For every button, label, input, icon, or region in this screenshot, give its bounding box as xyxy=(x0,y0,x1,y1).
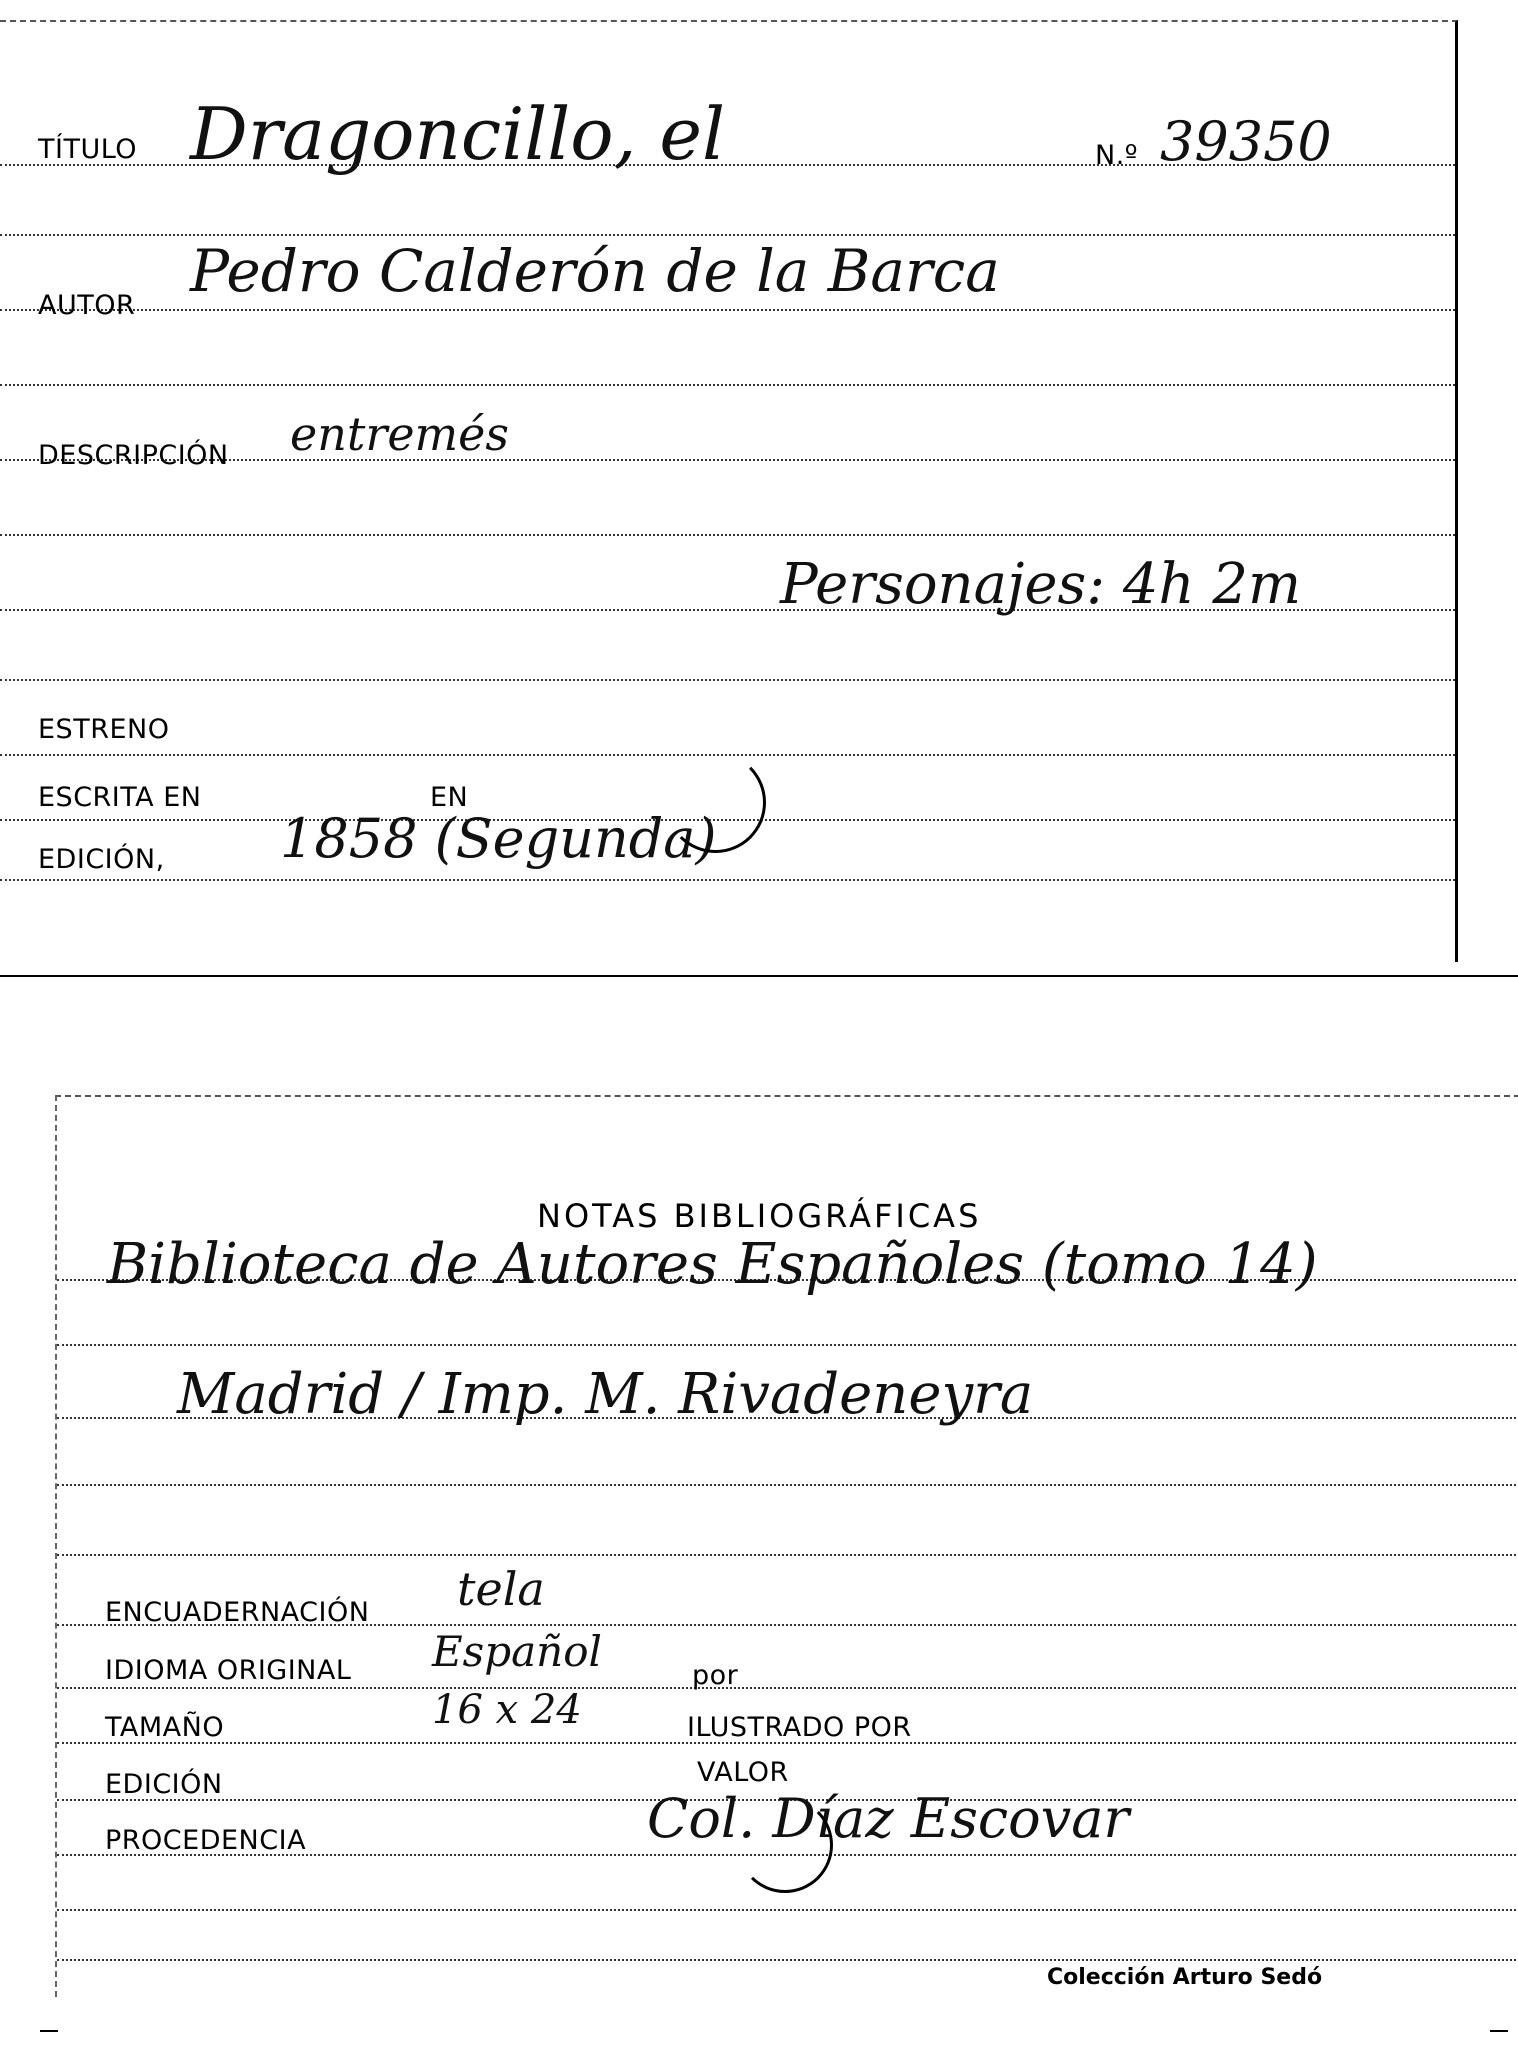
edge-mark xyxy=(40,2030,58,2032)
por-label: por xyxy=(692,1660,739,1691)
numero-value: 39350 xyxy=(1160,110,1332,173)
ruled-line xyxy=(57,1907,1518,1911)
en-label: EN xyxy=(430,782,469,813)
stamp-circle xyxy=(737,1797,833,1893)
valor-label: VALOR xyxy=(697,1757,789,1788)
idioma-label: IDIOMA ORIGINAL xyxy=(105,1655,352,1686)
titulo-label: TÍTULO xyxy=(38,134,138,165)
escrita-label: ESCRITA EN xyxy=(38,782,202,813)
collection-footer: Colección Arturo Sedó xyxy=(1047,1965,1323,1990)
nota-line-1: Biblioteca de Autores Españoles (tomo 14) xyxy=(107,1232,1318,1297)
autor-label: AUTOR xyxy=(38,290,136,321)
tamano-label: TAMAÑO xyxy=(105,1712,225,1743)
edicion-value: 1858 (Segunda) xyxy=(280,807,717,870)
personajes-value: Personajes: 4h 2m xyxy=(780,552,1302,617)
procedencia-label: PROCEDENCIA xyxy=(105,1825,307,1856)
edicion-label-back: EDICIÓN xyxy=(105,1769,223,1800)
numero-label: N.º xyxy=(1095,140,1139,171)
ruled-line xyxy=(0,307,1455,311)
card-divider xyxy=(0,975,1518,977)
estreno-label: ESTRENO xyxy=(38,714,170,745)
ruled-line xyxy=(0,877,1455,881)
ruled-line xyxy=(0,677,1455,681)
ruled-line xyxy=(57,1552,1518,1556)
tamano-value: 16 x 24 xyxy=(432,1687,582,1733)
edge-mark xyxy=(1490,2030,1508,2032)
autor-value: Pedro Calderón de la Barca xyxy=(190,237,1000,305)
procedencia-value: Col. Díaz Escovar xyxy=(647,1787,1130,1850)
descripcion-label: DESCRIPCIÓN xyxy=(38,440,229,471)
descripcion-value: entremés xyxy=(290,407,509,461)
ruled-line xyxy=(0,232,1455,236)
ruled-line xyxy=(0,532,1455,536)
stamp-circle xyxy=(665,752,766,853)
encuadernacion-value: tela xyxy=(457,1562,545,1616)
catalog-card-front xyxy=(0,20,1458,962)
idioma-value: Español xyxy=(432,1627,602,1676)
nota-line-2: Madrid / Imp. M. Rivadeneyra xyxy=(177,1362,1034,1427)
notas-heading: NOTAS BIBLIOGRÁFICAS xyxy=(537,1197,982,1235)
catalog-card-back xyxy=(55,1095,1518,1997)
ruled-line xyxy=(57,1342,1518,1346)
encuadernacion-label: ENCUADERNACIÓN xyxy=(105,1597,370,1628)
ruled-line xyxy=(0,382,1455,386)
ruled-line xyxy=(57,1482,1518,1486)
edicion-label: EDICIÓN, xyxy=(38,844,165,875)
ilustrado-label: ILUSTRADO POR xyxy=(687,1712,912,1743)
ruled-line xyxy=(57,1957,1518,1961)
titulo-value: Dragoncillo, el xyxy=(190,92,726,176)
